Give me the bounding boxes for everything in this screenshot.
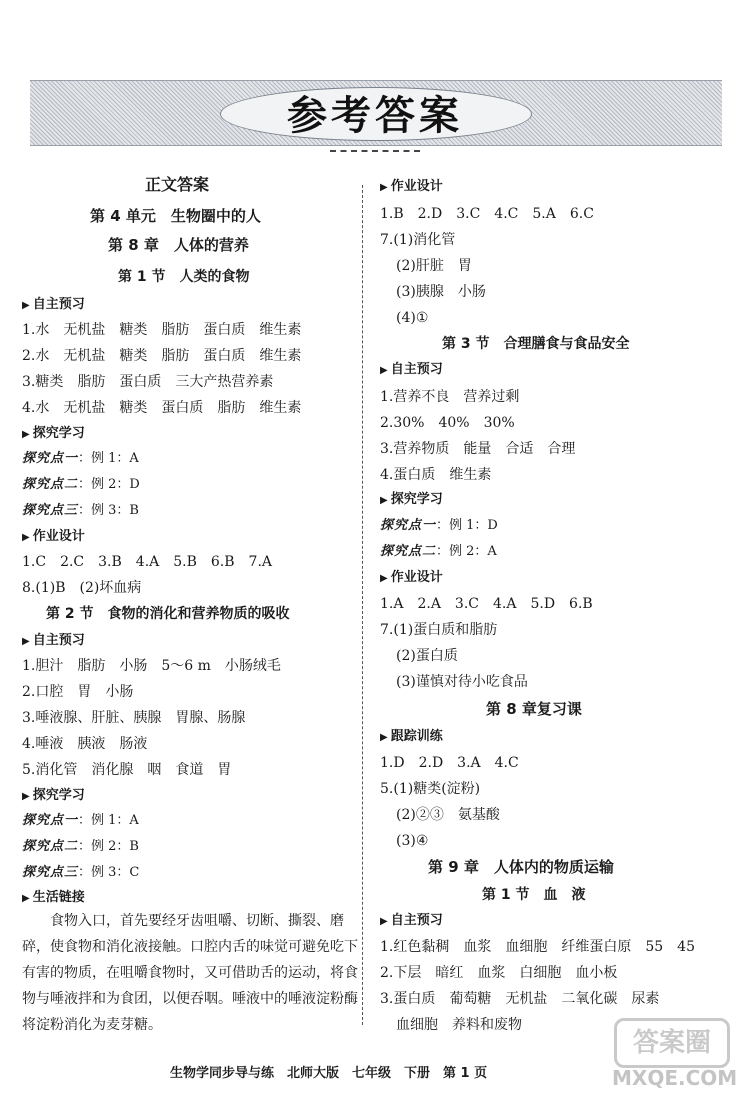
- banner-divider: [330, 150, 420, 152]
- answer-line: 3.糖类 脂肪 蛋白质 三大产热营养素: [22, 374, 274, 390]
- answer-line: 2.30% 40% 30%: [380, 415, 515, 431]
- answer-line: 3.唾液腺、肝脏、胰腺 胃腺、肠腺: [22, 710, 246, 726]
- section-title: 第 1 节 人类的食物: [118, 269, 250, 285]
- answer-line: 4.水 无机盐 糖类 蛋白质 脂肪 维生素: [22, 400, 302, 416]
- answer-line: 3.蛋白质 葡萄糖 无机盐 二氧化碳 尿素: [380, 991, 660, 1007]
- answer-line: 1.A 2.A 3.C 4.A 5.D 6.B: [380, 596, 593, 612]
- answer-line: (3)谨慎对待小吃食品: [396, 674, 528, 690]
- unit-title: 第 4 单元 生物圈中的人: [90, 207, 261, 225]
- watermark-logo: 答案圈: [614, 1018, 730, 1068]
- answer-line: (3)④: [396, 833, 429, 849]
- answer-line: 2.下层 暗红 血浆 白细胞 血小板: [380, 965, 618, 981]
- answer-line: 2.口腔 胃 小肠: [22, 684, 134, 700]
- probe-line: 探究点一：例 1：D: [380, 518, 498, 533]
- answer-line: 1.水 无机盐 糖类 脂肪 蛋白质 维生素: [22, 322, 302, 338]
- probe-line: 探究点二：例 2：B: [22, 839, 139, 854]
- label-tracking: ▶ 跟踪训练: [380, 729, 443, 744]
- label-homework: ▶ 作业设计: [22, 529, 85, 544]
- probe-line: 探究点三：例 3：C: [22, 865, 140, 880]
- answer-line: 7.(1)蛋白质和脂肪: [380, 622, 498, 638]
- answer-line: 3.营养物质 能量 合适 合理: [380, 441, 576, 457]
- answer-line: (4)①: [396, 310, 429, 326]
- chapter-title: 第 8 章 人体的营养: [108, 236, 249, 254]
- label-homework: ▶ 作业设计: [380, 179, 443, 194]
- label-life-link: ▶ 生活链接: [22, 890, 85, 905]
- answer-line: 1.红色黏稠 血浆 血细胞 纤维蛋白原 55 45: [380, 939, 695, 955]
- answer-line: 1.D 2.D 3.A 4.C: [380, 755, 519, 771]
- section-heading: 正文答案: [145, 175, 210, 194]
- section-title: 第 2 节 食物的消化和营养物质的吸收: [46, 606, 290, 622]
- label-explore: ▶ 探究学习: [22, 788, 85, 803]
- answer-line: 4.蛋白质 维生素: [380, 467, 492, 483]
- chapter-title: 第 9 章 人体内的物质运输: [428, 858, 614, 876]
- life-link-paragraph: 食物入口，首先要经牙齿咀嚼、切断、撕裂、磨碎，使食物和消化液接触。口腔内舌的味觉可避免吃下有害的物质，在咀嚼食物时，又可借助舌的运动，将食物与唾液拌和为食团，以便吞咽。唾液中的唾液淀粉酶将淀粉消化为麦芽糖。: [22, 913, 358, 1033]
- answer-line: 血细胞 养料和废物: [396, 1017, 522, 1033]
- page-title: 参考答案: [287, 93, 463, 139]
- probe-line: 探究点一：例 1：A: [22, 813, 139, 828]
- answer-line: (2)蛋白质: [396, 648, 458, 664]
- answer-line: 4.唾液 胰液 肠液: [22, 736, 148, 752]
- answer-line: 2.水 无机盐 糖类 脂肪 蛋白质 维生素: [22, 348, 302, 364]
- answer-line: 1.营养不良 营养过剩: [380, 389, 520, 405]
- column-divider: [362, 185, 363, 1025]
- answer-line: 5.消化管 消化腺 咽 食道 胃: [22, 762, 232, 778]
- label-self-study: ▶ 自主预习: [380, 913, 443, 928]
- review-title: 第 8 章复习课: [486, 700, 582, 718]
- probe-line: 探究点二：例 2：D: [22, 477, 140, 492]
- section-title: 第 1 节 血 液: [482, 887, 586, 903]
- label-self-study: ▶ 自主预习: [380, 362, 443, 377]
- probe-line: 探究点一：例 1：A: [22, 451, 139, 466]
- page-footer: 生物学同步导与练 北师大版 七年级 下册 第 1 页: [170, 1066, 488, 1081]
- label-self-study: ▶ 自主预习: [22, 633, 85, 648]
- watermark-url: MXQE.COM: [612, 1066, 738, 1090]
- answer-line: (3)胰腺 小肠: [396, 284, 486, 300]
- answer-line: 7.(1)消化管: [380, 232, 456, 248]
- answer-line: 1.B 2.D 3.C 4.C 5.A 6.C: [380, 206, 594, 222]
- probe-line: 探究点二：例 2：A: [380, 544, 497, 559]
- label-explore: ▶ 探究学习: [380, 492, 443, 507]
- label-homework: ▶ 作业设计: [380, 570, 443, 585]
- answer-line: (2)②③ 氨基酸: [396, 807, 500, 823]
- probe-line: 探究点三：例 3：B: [22, 503, 139, 518]
- answer-line: 1.C 2.C 3.B 4.A 5.B 6.B 7.A: [22, 554, 273, 570]
- answer-line: (2)肝脏 胃: [396, 258, 472, 274]
- label-self-study: ▶ 自主预习: [22, 297, 85, 312]
- answer-line: 1.胆汁 脂肪 小肠 5～6 m 小肠绒毛: [22, 658, 281, 674]
- label-explore: ▶ 探究学习: [22, 426, 85, 441]
- section-title: 第 3 节 合理膳食与食品安全: [442, 336, 630, 352]
- answer-line: 5.(1)糖类(淀粉): [380, 781, 481, 797]
- answer-line: 8.(1)B (2)坏血病: [22, 580, 142, 596]
